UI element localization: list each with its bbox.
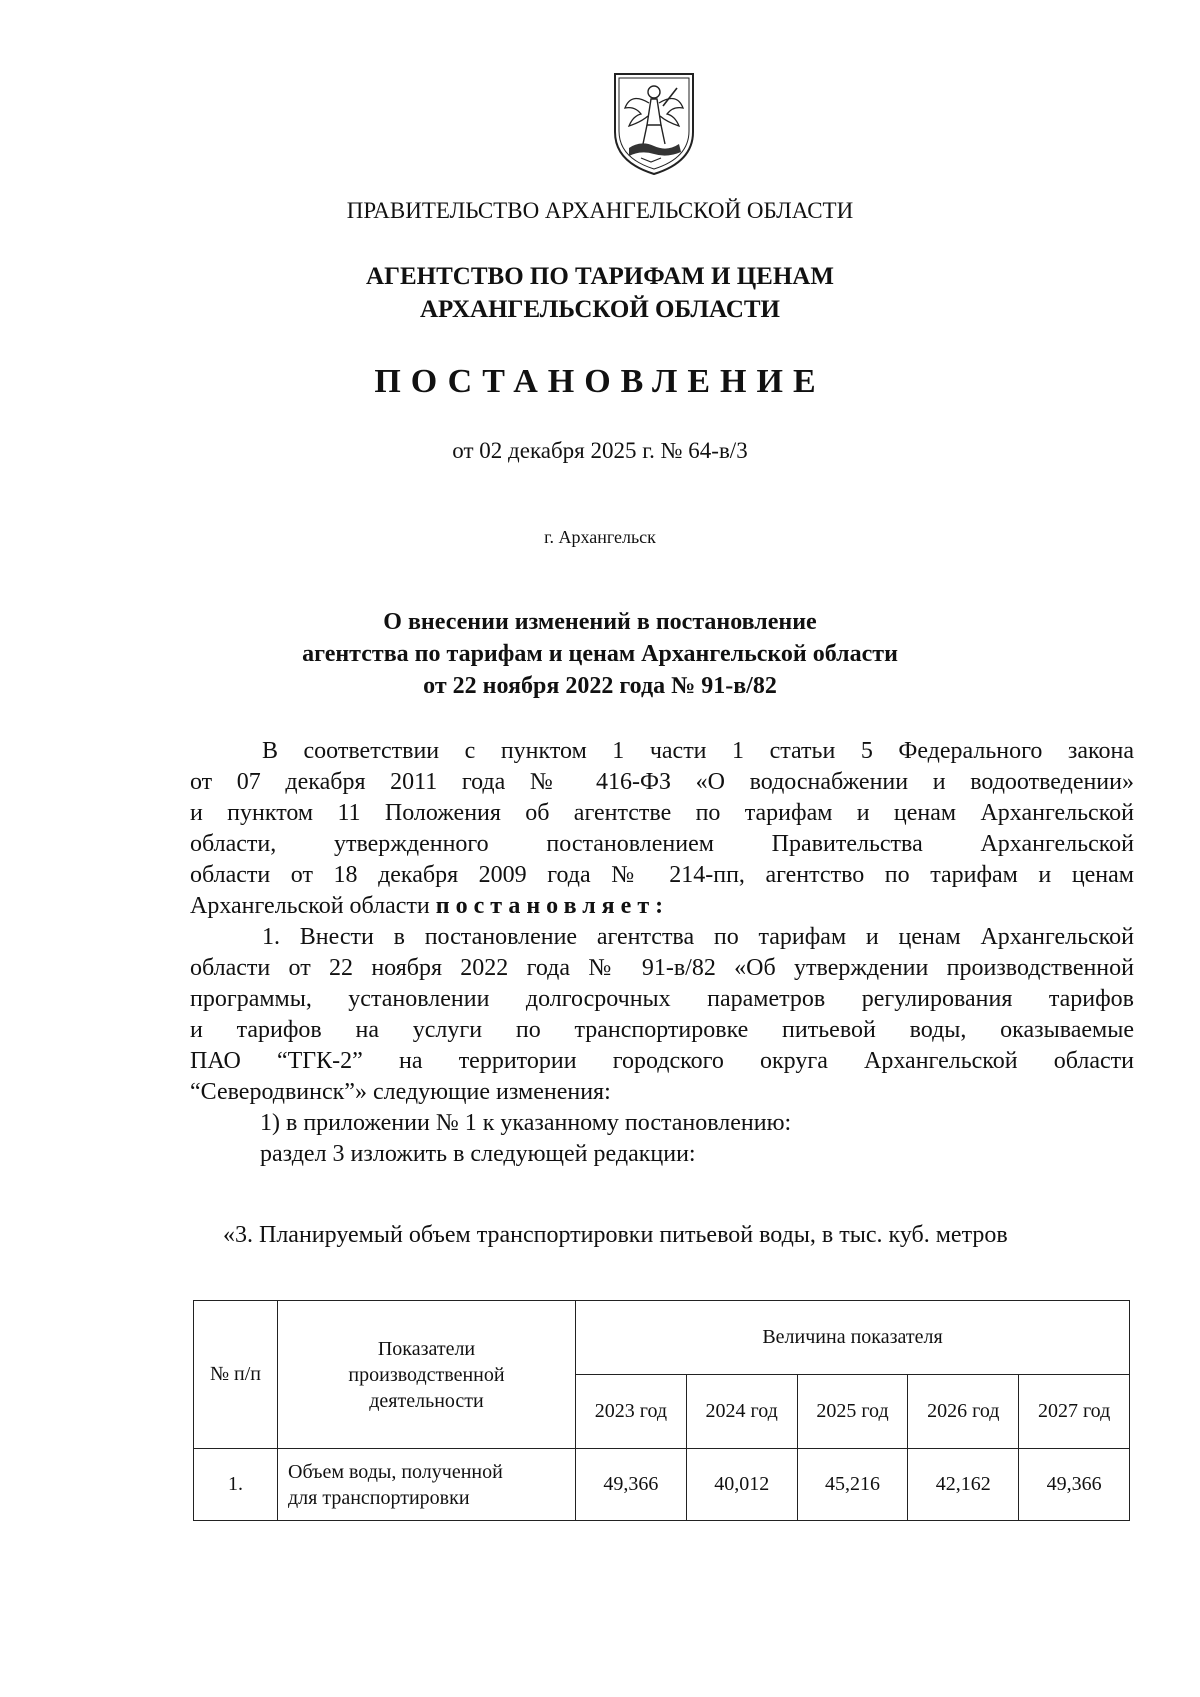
row-indicator-line: для транспортировки bbox=[288, 1486, 470, 1509]
agency-name-line-2: АРХАНГЕЛЬСКОЙ ОБЛАСТИ bbox=[420, 296, 780, 323]
preamble-line: и пунктом 11 Положения об агентстве по тарифам и ценам Архангельской bbox=[190, 800, 1134, 826]
column-header-year: 2026 год bbox=[908, 1375, 1019, 1449]
document-city: г. Архангельск bbox=[544, 527, 656, 547]
column-header-indicator-line: деятельности bbox=[369, 1389, 484, 1412]
item-1-line: области от 22 ноября 2022 года № 91-в/82 «Об утверждении производственной bbox=[190, 955, 1134, 981]
row-value: 45,216 bbox=[797, 1449, 908, 1521]
row-value: 49,366 bbox=[1019, 1449, 1130, 1521]
sub-item-line: 1) в приложении № 1 к указанному постановлению: bbox=[260, 1110, 792, 1136]
column-header-year: 2024 год bbox=[686, 1375, 797, 1449]
document-type-title: ПОСТАНОВЛЕНИЕ bbox=[374, 363, 826, 400]
column-header-year: 2023 год bbox=[576, 1375, 687, 1449]
agency-name bbox=[0, 260, 1200, 326]
preamble-line: В соответствии с пунктом 1 части 1 статьи 5 Федерального закона bbox=[262, 738, 1134, 764]
preamble-paragraph bbox=[190, 736, 1134, 922]
subject-line-1: О внесении изменений в постановление bbox=[383, 609, 817, 635]
item-1-paragraph bbox=[190, 922, 1134, 1170]
column-header-value: Величина показателя bbox=[576, 1301, 1130, 1375]
subject-line-2: агентства по тарифам и ценам Архангельской области bbox=[302, 641, 898, 667]
agency-name-line-1: АГЕНТСТВО ПО ТАРИФАМ И ЦЕНАМ bbox=[366, 263, 834, 290]
preamble-line: области, утвержденного постановлением Правительства Архангельской bbox=[190, 831, 1134, 857]
row-value: 49,366 bbox=[576, 1449, 687, 1521]
column-header-indicator-line: Показатели bbox=[377, 1337, 476, 1360]
row-value: 42,162 bbox=[908, 1449, 1019, 1521]
column-header-indicator-line: производственной bbox=[348, 1363, 505, 1386]
decree-keyword: постановляет: bbox=[435, 893, 670, 919]
document-date-number: от 02 декабря 2025 г. № 64-в/3 bbox=[452, 438, 748, 463]
item-1-line: ПАО “ТГК-2” на территории городского округа Архангельской области bbox=[190, 1048, 1134, 1074]
document-subject bbox=[0, 606, 1200, 702]
preamble-text: Архангельской области bbox=[190, 893, 436, 919]
preamble-line bbox=[190, 891, 1134, 922]
archangel-coat-of-arms-icon bbox=[611, 70, 697, 178]
column-header-indicator bbox=[278, 1301, 576, 1449]
table-header-row bbox=[194, 1301, 1130, 1375]
preamble-line: области от 18 декабря 2009 года № 214-пп, агентство по тарифам и ценам bbox=[190, 862, 1134, 888]
table-row bbox=[194, 1449, 1130, 1521]
column-header-year: 2027 год bbox=[1019, 1375, 1130, 1449]
volume-table bbox=[193, 1300, 1130, 1521]
row-number: 1. bbox=[194, 1449, 278, 1521]
item-1-line: 1. Внести в постановление агентства по тарифам и ценам Архангельской bbox=[262, 924, 1134, 950]
row-value: 40,012 bbox=[686, 1449, 797, 1521]
section-heading: «3. Планируемый объем транспортировки питьевой воды, в тыс. куб. метров bbox=[223, 1222, 1008, 1248]
row-indicator-line: Объем воды, полученной bbox=[288, 1460, 503, 1483]
government-name: ПРАВИТЕЛЬСТВО АРХАНГЕЛЬСКОЙ ОБЛАСТИ bbox=[346, 198, 854, 223]
sub-item-line: раздел 3 изложить в следующей редакции: bbox=[260, 1141, 696, 1167]
item-1-line: “Северодвинск”» следующие изменения: bbox=[190, 1079, 611, 1105]
subject-line-3: от 22 ноября 2022 года № 91-в/82 bbox=[423, 673, 777, 699]
item-1-line: и тарифов на услуги по транспортировке питьевой воды, оказываемые bbox=[190, 1017, 1134, 1043]
column-header-year: 2025 год bbox=[797, 1375, 908, 1449]
item-1-line: программы, установлении долгосрочных параметров регулирования тарифов bbox=[190, 986, 1134, 1012]
preamble-line: от 07 декабря 2011 года № 416-ФЗ «О водоснабжении и водоотведении» bbox=[190, 769, 1134, 795]
row-indicator bbox=[278, 1449, 576, 1521]
column-header-number: № п/п bbox=[194, 1301, 278, 1449]
